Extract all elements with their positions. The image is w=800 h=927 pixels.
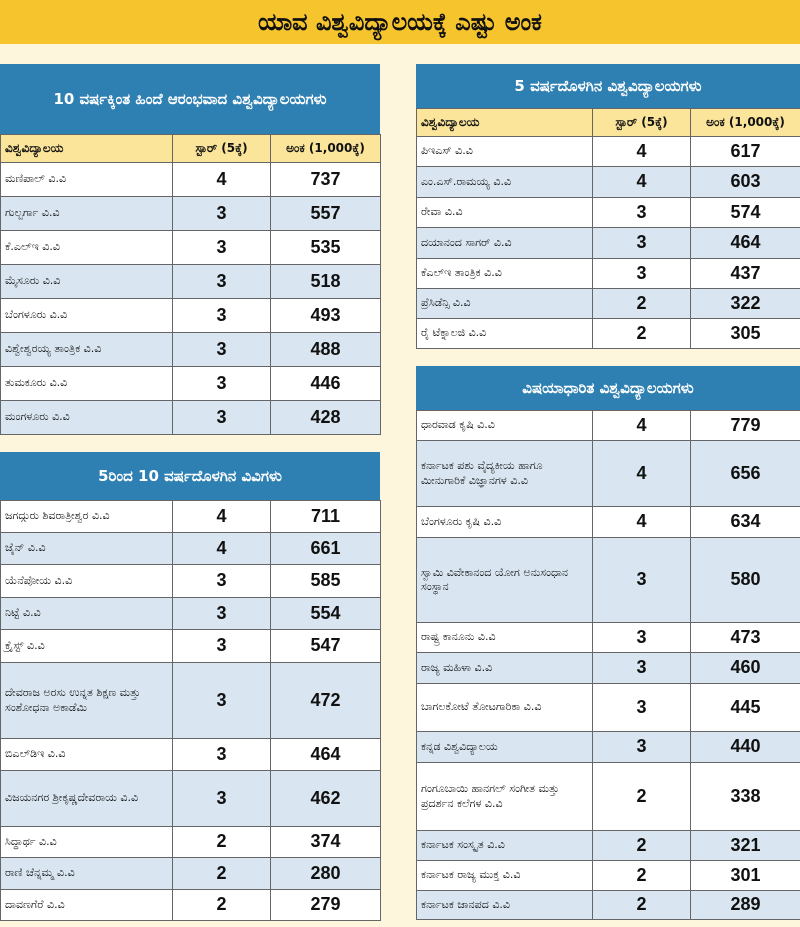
score-value: 737 [271, 163, 381, 197]
university-name: ಮಣಿಪಾಲ್ ವಿ.ವಿ [1, 163, 173, 197]
table-row [1, 401, 381, 435]
university-name: ಮಂಗಳೂರು ವಿ.ವಿ [1, 401, 173, 435]
university-name: ಸ್ವಾಮಿ ವಿವೇಕಾನಂದ ಯೋಗ ಅನುಸಂಧಾನ ಸಂಸ್ಥಾನ [417, 538, 593, 623]
score-value: 493 [271, 299, 381, 333]
table-row [417, 259, 800, 289]
panel-title: 5 ವರ್ಷದೊಳಗಿನ ವಿಶ್ವವಿದ್ಯಾಲಯಗಳು [416, 64, 800, 108]
table-row [1, 265, 381, 299]
star-rating: 3 [173, 565, 271, 598]
university-name: ಬಾಗಲಕೋಟೆ ತೋಟಗಾರಿಕಾ ವಿ.ವಿ [417, 684, 593, 732]
university-name: ಗಂಗೂಬಾಯಿ ಹಾನಗಲ್ ಸಂಗೀತ ಮತ್ತು ಪ್ರದರ್ಶನ ಕಲೆಗಳ ವಿ.ವಿ [417, 763, 593, 831]
star-rating: 3 [173, 197, 271, 231]
table-row [1, 630, 381, 663]
table-row [1, 501, 381, 533]
university-name: ಪ್ರೆಸಿಡೆನ್ಸಿ ವಿ.ವಿ [417, 289, 593, 319]
score-value: 440 [691, 732, 800, 763]
score-value: 603 [691, 167, 800, 198]
score-value: 464 [271, 739, 381, 771]
table-row [417, 289, 800, 319]
university-name: ಕನ್ನಡ ವಿಶ್ವವಿದ್ಯಾಲಯ [417, 732, 593, 763]
score-value: 518 [271, 265, 381, 299]
university-name: ರಾಷ್ಟ್ರ ಕಾನೂನು ವಿ.ವಿ [417, 623, 593, 653]
table-row [417, 684, 800, 732]
score-value: 711 [271, 501, 381, 533]
table-row [1, 771, 381, 827]
score-value: 656 [691, 441, 800, 507]
table-row [417, 763, 800, 831]
score-value: 585 [271, 565, 381, 598]
score-value: 305 [691, 319, 800, 349]
university-name: ವಿಶ್ವೇಶ್ವರಯ್ಯ ತಾಂತ್ರಿಕ ವಿ.ವಿ [1, 333, 173, 367]
university-name: ದಾವಣಗೆರೆ ವಿ.ವಿ [1, 890, 173, 921]
university-name: ರಾಜ್ಯ ಮಹಿಳಾ ವಿ.ವಿ [417, 653, 593, 684]
page-title-banner [0, 0, 800, 44]
university-name: ಜೈನ್ ವಿ.ವಿ [1, 533, 173, 565]
score-value: 446 [271, 367, 381, 401]
star-rating: 3 [593, 259, 691, 289]
star-rating: 3 [593, 623, 691, 653]
page-title: ಯಾವ ವಿಶ್ವವಿದ್ಯಾಲಯಕ್ಕೆ ಎಷ್ಟು ಅಂಕ [258, 8, 542, 36]
star-rating: 3 [593, 228, 691, 259]
star-rating: 2 [593, 891, 691, 920]
university-table [0, 500, 381, 921]
star-rating: 2 [173, 858, 271, 890]
star-rating: 3 [173, 401, 271, 435]
star-rating: 4 [593, 441, 691, 507]
panel-title: 5ರಿಂದ 10 ವರ್ಷದೊಳಗಿನ ವಿವಿಗಳು [0, 452, 380, 500]
panel-subject-specific-universities [416, 366, 800, 920]
university-name: ನಿಟ್ಟೆ ವಿ.ವಿ [1, 598, 173, 630]
score-value: 473 [691, 623, 800, 653]
star-rating: 3 [173, 333, 271, 367]
table-row [1, 598, 381, 630]
score-value: 280 [271, 858, 381, 890]
star-rating: 2 [593, 289, 691, 319]
col-header-university: ವಿಶ್ವವಿದ್ಯಾಲಯ [417, 109, 593, 137]
university-table [0, 134, 381, 435]
university-name: ತುಮಕೂರು ವಿ.ವಿ [1, 367, 173, 401]
table-row [417, 861, 800, 891]
score-value: 535 [271, 231, 381, 265]
col-header-score: ಅಂಕ (1,000ಕ್ಕೆ) [271, 135, 381, 163]
star-rating: 4 [173, 163, 271, 197]
star-rating: 3 [173, 771, 271, 827]
university-name: ಪಿಇಎಸ್ ವಿ.ವಿ [417, 137, 593, 167]
score-value: 554 [271, 598, 381, 630]
star-rating: 3 [173, 231, 271, 265]
table-row [417, 831, 800, 861]
university-name: ಬೆಂಗಳೂರು ವಿ.ವಿ [1, 299, 173, 333]
university-name: ಬಿಎಲ್‌ಡಿಇ ವಿ.ವಿ [1, 739, 173, 771]
university-name: ಕೆ.ಎಲ್‌ಇ ವಿ.ವಿ [1, 231, 173, 265]
score-value: 321 [691, 831, 800, 861]
star-rating: 2 [173, 890, 271, 921]
star-rating: 4 [593, 137, 691, 167]
university-name: ಜಗದ್ಗುರು ಶಿವರಾತ್ರೀಶ್ವರ ವಿ.ವಿ [1, 501, 173, 533]
col-header-score: ಅಂಕ (1,000ಕ್ಕೆ) [691, 109, 800, 137]
star-rating: 3 [593, 732, 691, 763]
table-row [1, 827, 381, 858]
table-row [417, 623, 800, 653]
table-row [1, 858, 381, 890]
panel-title: 10 ವರ್ಷಕ್ಕಿಂತ ಹಿಂದೆ ಆರಂಭವಾದ ವಿಶ್ವವಿದ್ಯಾಲಯಗಳು [0, 64, 380, 134]
score-value: 428 [271, 401, 381, 435]
panel-title: ವಿಷಯಾಧಾರಿತ ವಿಶ್ವವಿದ್ಯಾಲಯಗಳು [416, 366, 800, 410]
university-name: ಸಿದ್ಧಾರ್ಥ ವಿ.ವಿ [1, 827, 173, 858]
star-rating: 3 [593, 198, 691, 228]
star-rating: 2 [593, 319, 691, 349]
score-value: 488 [271, 333, 381, 367]
university-name: ಕರ್ನಾಟಕ ಪಶು ವೈದ್ಯಕೀಯ ಹಾಗೂ ಮೀನುಗಾರಿಕೆ ವಿಜ್ಞಾನಗಳ ವಿ.ವಿ [417, 441, 593, 507]
table-row [1, 367, 381, 401]
table-row [417, 538, 800, 623]
university-name: ಕೆಎಲ್‌ಇ ತಾಂತ್ರಿಕ ವಿ.ವಿ [417, 259, 593, 289]
star-rating: 3 [173, 598, 271, 630]
col-header-star: ಸ್ಟಾರ್ (5ಕ್ಕೆ) [593, 109, 691, 137]
star-rating: 4 [173, 533, 271, 565]
panel-older-universities [0, 64, 380, 435]
university-table [416, 410, 800, 920]
star-rating: 2 [173, 827, 271, 858]
university-name: ಕರ್ನಾಟಕ ಸಂಸ್ಕೃತ ವಿ.ವಿ [417, 831, 593, 861]
score-value: 460 [691, 653, 800, 684]
star-rating: 3 [173, 630, 271, 663]
score-value: 547 [271, 630, 381, 663]
score-value: 437 [691, 259, 800, 289]
star-rating: 3 [173, 663, 271, 739]
table-row [417, 891, 800, 920]
university-name: ಕರ್ನಾಟಕ ಜಾನಪದ ವಿ.ವಿ [417, 891, 593, 920]
score-value: 289 [691, 891, 800, 920]
table-row [417, 732, 800, 763]
table-row [1, 299, 381, 333]
score-value: 301 [691, 861, 800, 891]
table-row [417, 228, 800, 259]
star-rating: 3 [173, 739, 271, 771]
table-row [1, 890, 381, 921]
star-rating: 3 [593, 538, 691, 623]
score-value: 661 [271, 533, 381, 565]
star-rating: 3 [593, 653, 691, 684]
score-value: 279 [271, 890, 381, 921]
score-value: 574 [691, 198, 800, 228]
university-name: ಕರ್ನಾಟಕ ರಾಜ್ಯ ಮುಕ್ತ ವಿ.ವಿ [417, 861, 593, 891]
table-row [1, 663, 381, 739]
panel-under-5-year-universities [416, 64, 800, 349]
score-value: 462 [271, 771, 381, 827]
score-value: 464 [691, 228, 800, 259]
university-name: ಎಂ.ಎಸ್.ರಾಮಯ್ಯ ವಿ.ವಿ [417, 167, 593, 198]
university-name: ರೈ ಟೆಕ್ನಾಲಜಿ ವಿ.ವಿ [417, 319, 593, 349]
star-rating: 2 [593, 763, 691, 831]
score-value: 322 [691, 289, 800, 319]
table-row [1, 565, 381, 598]
university-table [416, 108, 800, 349]
score-value: 580 [691, 538, 800, 623]
table-row [417, 441, 800, 507]
university-name: ಗುಲ್ಬರ್ಗಾ ವಿ.ವಿ [1, 197, 173, 231]
score-value: 338 [691, 763, 800, 831]
star-rating: 2 [593, 861, 691, 891]
star-rating: 2 [593, 831, 691, 861]
star-rating: 3 [593, 684, 691, 732]
university-name: ರಾಣಿ ಚೆನ್ನಮ್ಮ ವಿ.ವಿ [1, 858, 173, 890]
col-header-star: ಸ್ಟಾರ್ (5ಕ್ಕೆ) [173, 135, 271, 163]
table-row [417, 137, 800, 167]
star-rating: 4 [593, 411, 691, 441]
table-row [417, 319, 800, 349]
table-row [417, 198, 800, 228]
university-name: ಧಾರವಾಡ ಕೃಷಿ ವಿ.ವಿ [417, 411, 593, 441]
table-row [1, 739, 381, 771]
star-rating: 3 [173, 299, 271, 333]
panel-5-to-10-year-universities [0, 452, 380, 921]
table-row [417, 507, 800, 538]
university-name: ದೇವರಾಜ ಅರಸು ಉನ್ನತ ಶಿಕ್ಷಣ ಮತ್ತು ಸಂಶೋಧನಾ ಅಕಾಡೆಮಿ [1, 663, 173, 739]
star-rating: 4 [593, 507, 691, 538]
score-value: 445 [691, 684, 800, 732]
table-row [1, 197, 381, 231]
score-value: 472 [271, 663, 381, 739]
star-rating: 3 [173, 367, 271, 401]
star-rating: 4 [173, 501, 271, 533]
score-value: 779 [691, 411, 800, 441]
score-value: 634 [691, 507, 800, 538]
university-name: ಬೆಂಗಳೂರು ಕೃಷಿ ವಿ.ವಿ [417, 507, 593, 538]
score-value: 374 [271, 827, 381, 858]
university-name: ಕ್ರೈಸ್ಟ್ ವಿ.ವಿ [1, 630, 173, 663]
star-rating: 4 [593, 167, 691, 198]
table-row [417, 167, 800, 198]
star-rating: 3 [173, 265, 271, 299]
col-header-university: ವಿಶ್ವವಿದ್ಯಾಲಯ [1, 135, 173, 163]
table-row [417, 411, 800, 441]
table-row [1, 231, 381, 265]
table-row [1, 163, 381, 197]
table-row [417, 653, 800, 684]
university-name: ರೇವಾ ವಿ.ವಿ [417, 198, 593, 228]
score-value: 557 [271, 197, 381, 231]
university-name: ಯೆನೆಪೋಯ ವಿ.ವಿ [1, 565, 173, 598]
table-row [1, 533, 381, 565]
university-name: ದಯಾನಂದ ಸಾಗರ್ ವಿ.ವಿ [417, 228, 593, 259]
table-row [1, 333, 381, 367]
university-name: ಮೈಸೂರು ವಿ.ವಿ [1, 265, 173, 299]
score-value: 617 [691, 137, 800, 167]
university-name: ವಿಜಯನಗರ ಶ್ರೀಕೃಷ್ಣದೇವರಾಯ ವಿ.ವಿ [1, 771, 173, 827]
